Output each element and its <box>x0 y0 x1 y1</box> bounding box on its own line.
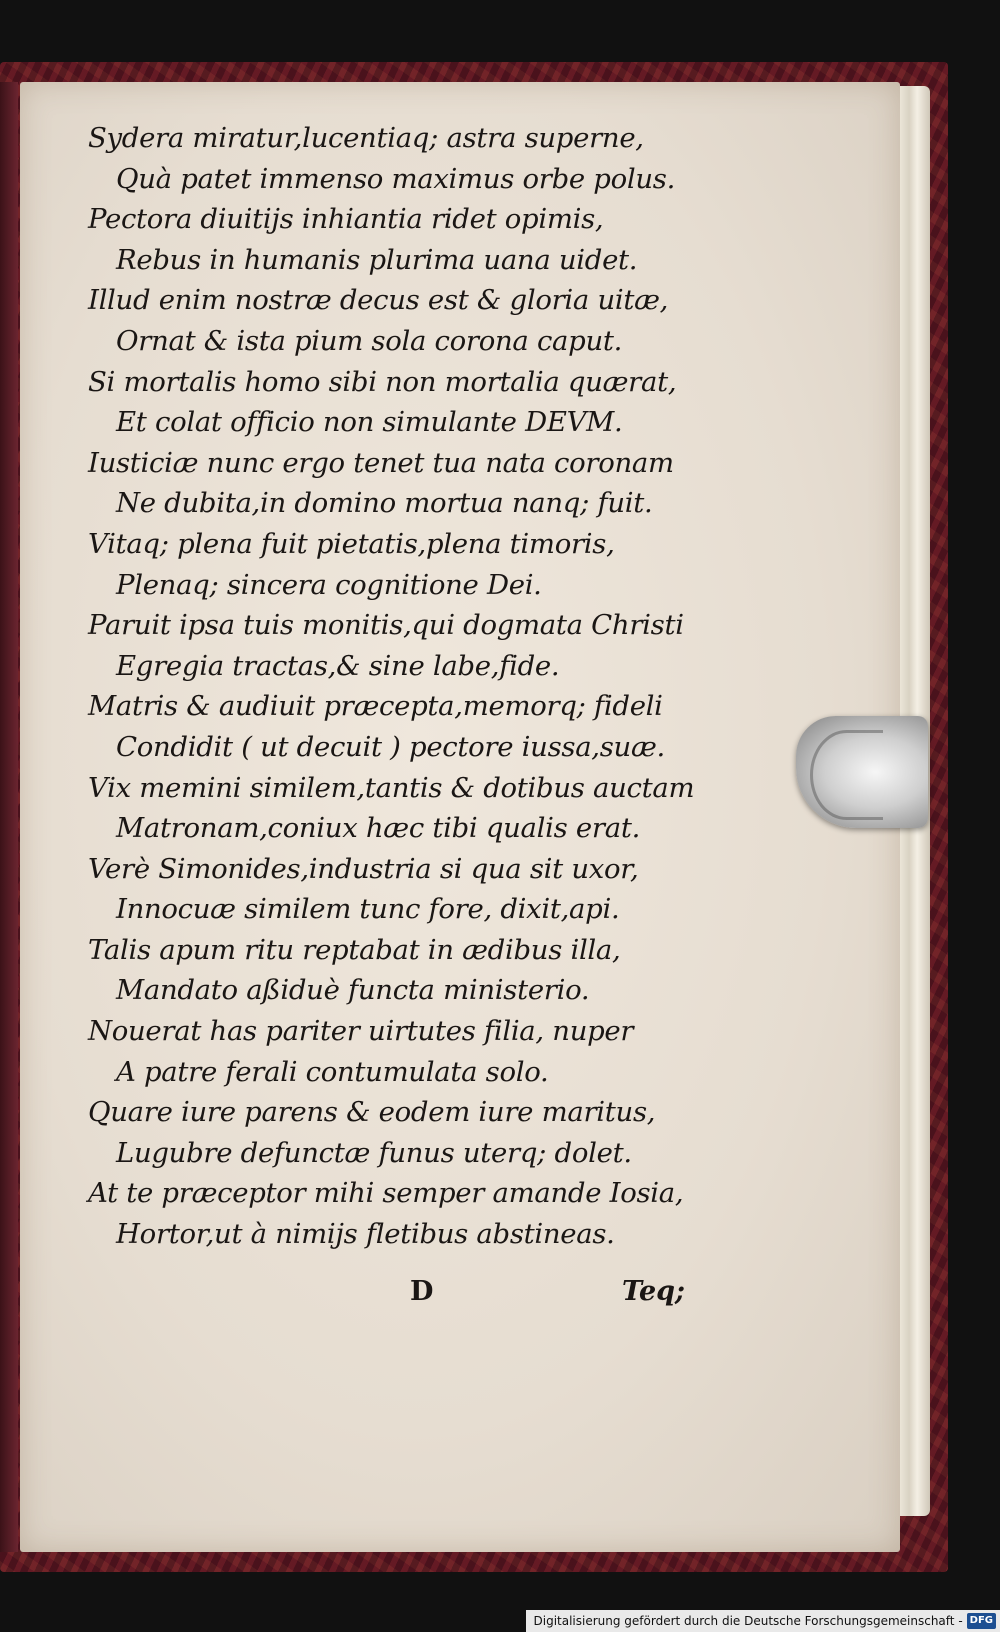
verse-line: Condidit ( ut decuit ) pectore iussa,suæ. <box>116 730 665 763</box>
verse-line: Plenaq; sincera cognitione Dei. <box>116 568 542 601</box>
verse-line: Egregia tractas,& sine labe,fide. <box>116 649 560 682</box>
verse-line: Vitaq; plena fuit pietatis,plena timoris, <box>88 527 615 560</box>
verse-line: Hortor,ut à nimijs fletibus abstineas. <box>116 1218 615 1251</box>
signature-mark: D <box>410 1276 434 1307</box>
digitization-credit <box>526 1610 1000 1632</box>
verse-line: Et colat officio non simulante DEVM. <box>116 406 623 439</box>
verse-line: Rebus in humanis plurima uana uidet. <box>116 243 638 276</box>
poem-text <box>70 118 710 1255</box>
verse-line: At te præceptor mihi semper amande Iosia, <box>88 1177 684 1210</box>
verse-line: Pectora diuitijs inhiantia ridet opimis, <box>88 203 604 236</box>
verse-line: Vix memini similem,tantis & dotibus auctam <box>88 771 695 804</box>
verse-line: Nouerat has pariter uirtutes filia, nuper <box>88 1015 634 1048</box>
verse-line: Innocuæ similem tunc fore, dixit,api. <box>116 893 620 926</box>
verse-line: Quare iure parens & eodem iure maritus, <box>88 1096 656 1129</box>
page-clip <box>796 716 928 828</box>
verse-line: Quà patet immenso maximus orbe polus. <box>116 162 676 195</box>
credit-text: Digitalisierung gefördert durch die Deutsche Forschungsgemeinschaft - <box>533 1614 963 1628</box>
verse-line: Ornat & ista pium sola corona caput. <box>116 324 623 357</box>
verse-line: Si mortalis homo sibi non mortalia quærat, <box>88 365 677 398</box>
dfg-logo-icon: DFG <box>967 1613 996 1629</box>
verse-line: Sydera miratur,lucentiaq; astra superne, <box>88 122 644 154</box>
verse-line: Verè Simonides,industria si qua sit uxor, <box>88 852 639 885</box>
binding-strip <box>0 82 18 1552</box>
clip-ring <box>810 730 883 820</box>
catchword: Teq; <box>622 1276 686 1307</box>
verse-line: Illud enim nostræ decus est & gloria uitæ, <box>88 284 669 317</box>
verse-line: Talis apum ritu reptabat in ædibus illa, <box>88 933 621 966</box>
page-footer <box>70 1276 710 1316</box>
verse-line: Lugubre defunctæ funus uterq; dolet. <box>116 1136 632 1169</box>
verse-line: Matris & audiuit præcepta,memorq; fideli <box>88 690 663 723</box>
verse-line: Matronam,coniux hæc tibi qualis erat. <box>116 812 641 845</box>
verse-line: Mandato aßiduè functa ministerio. <box>116 974 590 1007</box>
verse-line: Iusticiæ nunc ergo tenet tua nata coronam <box>88 446 674 479</box>
verse-line: Ne dubita,in domino mortua nanq; fuit. <box>116 487 653 520</box>
verse-line: Paruit ipsa tuis monitis,qui dogmata Christi <box>88 609 684 642</box>
verse-line: A patre ferali contumulata solo. <box>116 1055 549 1088</box>
